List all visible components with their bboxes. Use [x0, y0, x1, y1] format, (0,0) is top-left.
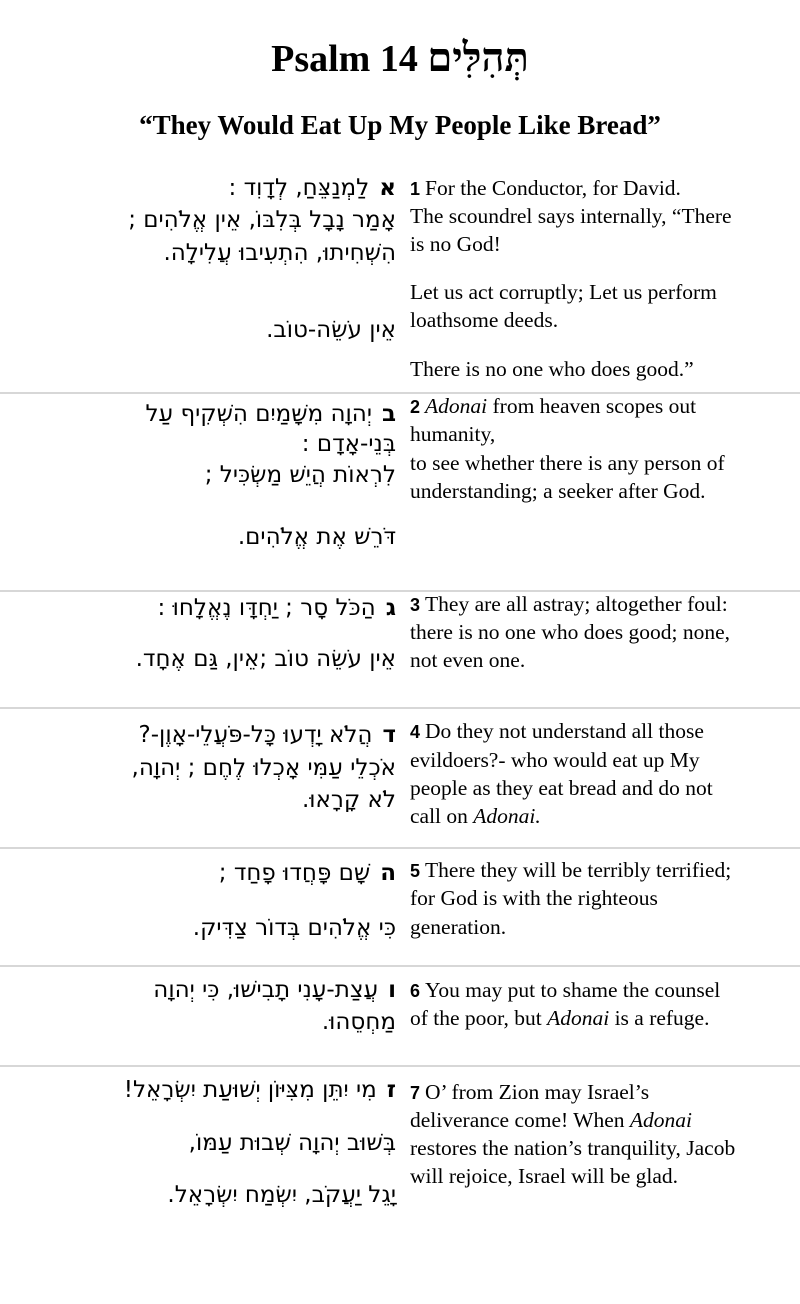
hebrew-line: הִשְׁחִיתוּ, הִתְעִיבוּ עֲלִילָה. [163, 240, 396, 266]
hebrew-line: אֵין עֹשֵׂה טוֹב ;אֵין, גַּם אֶחָד. [135, 646, 396, 672]
english-line: 5 There they will be terribly terrified; [410, 858, 732, 882]
english-line: restores the nation’s tranquility, Jacob [410, 1136, 736, 1160]
english-line: 4 Do they not understand all those [410, 719, 704, 743]
hebrew-line: השָׁם פָּחֲדוּ פָחַד ; [218, 860, 396, 886]
english-line: Let us act corruptly; Let us perform [410, 280, 717, 304]
english-line: not even one. [410, 648, 526, 672]
hebrew-verse-letter: ד [382, 722, 396, 748]
hebrew-line: ביְהוָה מִשָּׁמַיִם הִשְׁקִיף עַל [145, 401, 396, 427]
verse-number: 7 [410, 1083, 426, 1103]
english-line: will rejoice, Israel will be glad. [410, 1164, 679, 1188]
english-line: understanding; a seeker after God. [410, 479, 706, 503]
hebrew-line: כִּי אֱלֹהִים בְּדוֹר צַדִּיק. [192, 915, 396, 941]
hebrew-line: בְּנֵי-אָדָם : [301, 431, 396, 457]
hebrew-line: ועֲצַת-עָנִי תָבִישׁוּ, כִּי יְהוָה [153, 977, 396, 1003]
english-line: evildoers?- who would eat up My [410, 748, 700, 772]
hebrew-verse-letter: ג [385, 595, 396, 621]
verse-divider [0, 707, 800, 709]
english-line: to see whether there is any person of [410, 451, 725, 475]
hebrew-verse-letter: ז [386, 1077, 396, 1103]
hebrew-line: אֵין עֹשֵׂה-טוֹב. [266, 317, 396, 343]
hebrew-verse-letter: ו [388, 977, 396, 1003]
hebrew-verse-letter: ב [381, 401, 396, 427]
english-line: The scoundrel says internally, “There [410, 204, 732, 228]
english-line: generation. [410, 915, 507, 939]
hebrew-verse-letter: ה [380, 860, 396, 886]
english-line: deliverance come! When Adonai [410, 1108, 692, 1132]
english-line: 2 Adonai from heaven scopes out [410, 394, 697, 418]
hebrew-line: דהֲלֹא יָדְעוּ כָּל-פֹּעֲלֵי-אָוֶן-? [138, 722, 396, 748]
english-line: humanity, [410, 422, 496, 446]
verse-divider [0, 1065, 800, 1067]
title-hebrew: תְּהִלִּים [427, 35, 529, 80]
english-line: people as they eat bread and do not [410, 776, 713, 800]
hebrew-line: זמִי יִתֵּן מִצִּיּוֹן יְשׁוּעַת יִשְׂרָאֵל! [123, 1077, 396, 1103]
english-line: call on Adonai. [410, 804, 541, 828]
english-line: There is no one who does good.” [410, 357, 694, 381]
hebrew-line: אֹכְלֵי עַמִּי אָכְלוּ לֶחֶם ; יְהוָה, [131, 755, 396, 781]
hebrew-verse-letter: א [379, 175, 396, 201]
hebrew-line: לִרְאוֹת הֲיֵשׁ מַשְׂכִּיל ; [204, 462, 396, 488]
english-line: there is no one who does good; none, [410, 620, 731, 644]
verse-number: 5 [410, 861, 426, 881]
verse-divider [0, 965, 800, 967]
verse-number: 4 [410, 722, 426, 742]
page-subtitle: “They Would Eat Up My People Like Bread” [139, 110, 661, 140]
english-line: of the poor, but Adonai is a refuge. [410, 1006, 710, 1030]
english-line: for God is with the righteous [410, 886, 658, 910]
hebrew-line: אָמַר נָבָל בְּלִבּוֹ, אֵין אֱלֹהִים ; [128, 207, 396, 233]
verse-number: 3 [410, 595, 426, 615]
english-line: is no God! [410, 232, 501, 256]
hebrew-line: מַחְסֵהוּ. [321, 1009, 396, 1035]
english-line: 1 For the Conductor, for David. [410, 176, 681, 200]
page-title [0, 34, 800, 83]
english-line: 7 O’ from Zion may Israel’s [410, 1080, 650, 1104]
hebrew-line: יָגֵל יַעֲקֹב, יִשְׂמַח יִשְׂרָאֵל. [167, 1182, 396, 1208]
verse-number: 6 [410, 981, 426, 1001]
hebrew-line: אלַמְנַצֵּחַ, לְדָוִד : [228, 175, 396, 201]
hebrew-line: גהַכֹּל סָר ; יַחְדָּו נֶאֱלָחוּ : [157, 595, 396, 621]
hebrew-line: לֹא קָרָאוּ. [301, 787, 396, 813]
english-line: 3 They are all astray; altogether foul: [410, 592, 728, 616]
hebrew-line: בְּשׁוּב יְהוָה שְׁבוּת עַמּוֹ, [188, 1130, 396, 1156]
english-line: 6 You may put to shame the counsel [410, 978, 721, 1002]
hebrew-line: דֹּרֵשׁ אֶת אֱלֹהִים. [237, 524, 396, 550]
title-english: Psalm 14 [271, 38, 418, 80]
verse-number: 2 [410, 397, 426, 417]
verse-number: 1 [410, 179, 426, 199]
verse-divider [0, 847, 800, 849]
english-line: loathsome deeds. [410, 308, 559, 332]
